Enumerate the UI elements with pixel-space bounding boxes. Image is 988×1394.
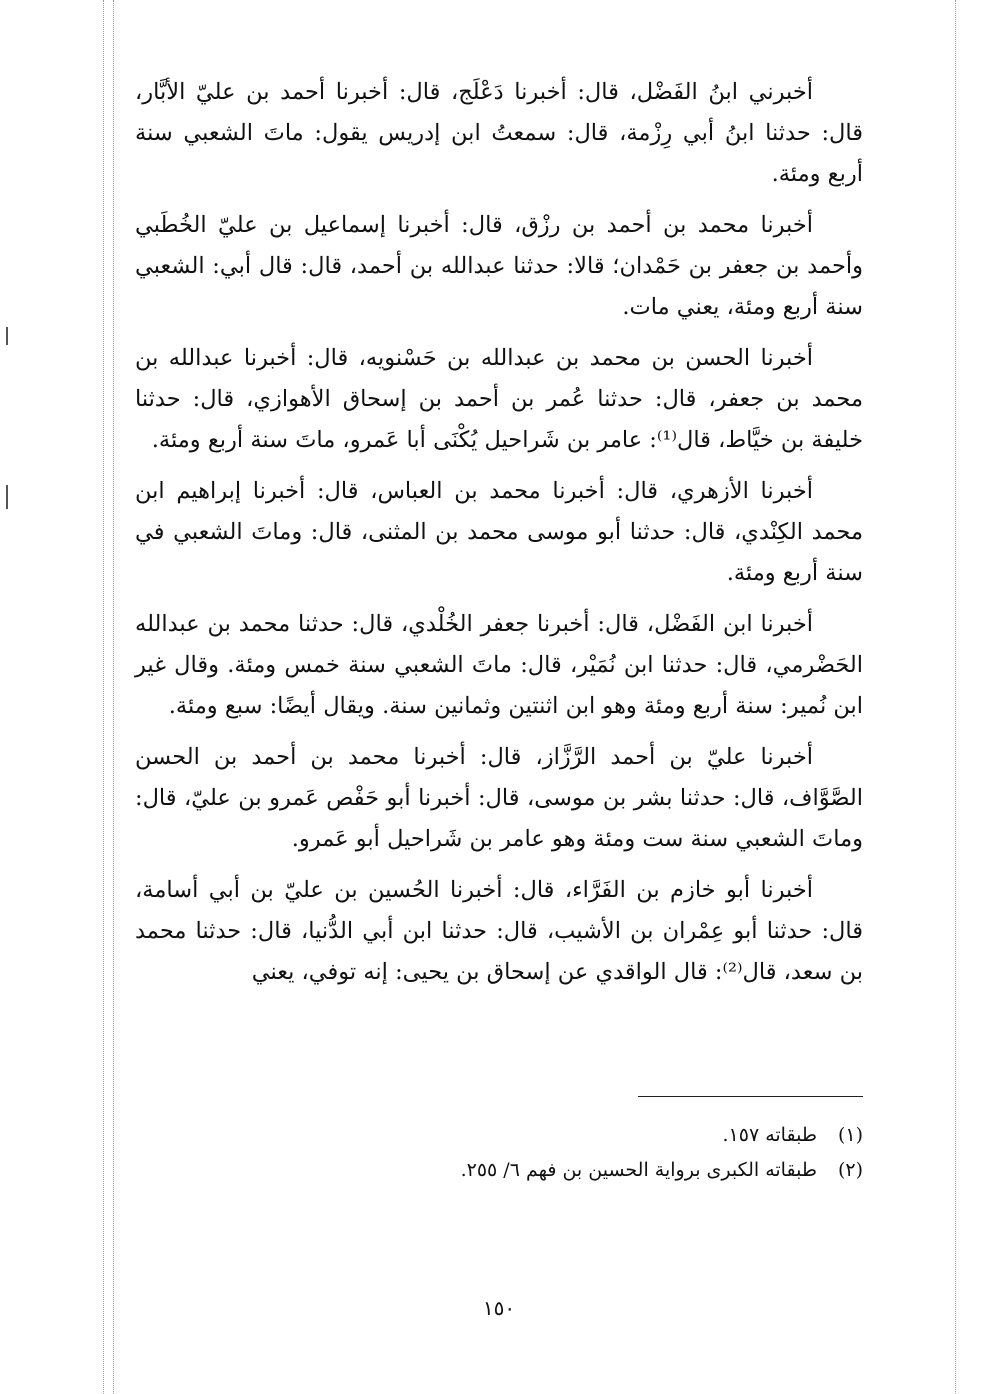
footnotes	[135, 1118, 863, 1188]
scan-edge-dots-right	[955, 0, 956, 1394]
document-page	[135, 72, 863, 1322]
paragraph-6: أخبرنا عليّ بن أحمد الرَّزَّاز، قال: أخبرنا محمد بن أحمد بن الحسن الصَّوَّاف، قال: حدثنا بشر بن موسى، قال: أخبرنا أبو حَفْص عَمرو بن عليّ، قال: وماتَ الشعبي سنة ست ومئة وهو عامر بن شَراحيل أبو عَمرو.	[135, 744, 863, 852]
footnote-1-number: (١)	[837, 1124, 863, 1146]
page-number: ١٥٠	[482, 1296, 516, 1320]
footnote-2-number: (٢)	[837, 1159, 863, 1181]
body-text	[135, 72, 863, 993]
paragraph-1: أخبرني ابنُ الفَضْل، قال: أخبرنا دَعْلَج، قال: أخبرنا أحمد بن عليّ الأبَّار، قال: حدثنا ابنُ أبي رِزْمة، قال: سمعتُ ابن إدريس يقول: ماتَ الشعبي سنة أربع ومئة.	[135, 79, 863, 187]
paragraph-4: أخبرنا الأزهري، قال: أخبرنا محمد بن العباس، قال: أخبرنا إبراهيم ابن محمد الكِنْدي، قال: حدثنا أبو موسى محمد بن المثنى، قال: وماتَ الشعبي في سنة أربع ومئة.	[135, 478, 863, 586]
scan-mark-upper	[6, 327, 8, 345]
footnote-1	[135, 1118, 863, 1153]
paragraph-2: أخبرنا محمد بن أحمد بن رزْق، قال: أخبرنا إسماعيل بن عليّ الخُطَبي وأحمد بن جعفر بن حَمْدان؛ قالا: حدثنا عبدالله بن أحمد، قال: قال أبي: الشعبي سنة أربع ومئة، يعني مات.	[135, 212, 863, 320]
scan-edge-dots-left-inner	[113, 0, 114, 1394]
footnote-2-text: طبقاته الكبرى برواية الحسين بن فهم ٦/ ٢٥٥.	[460, 1159, 817, 1181]
scan-mark-lower	[6, 485, 8, 509]
footnote-1-text: طبقاته ١٥٧.	[722, 1124, 817, 1146]
paragraph-7: أخبرنا أبو خازم بن الفَرَّاء، قال: أخبرنا الحُسين بن عليّ بن أبي أسامة، قال: حدثنا أبو عِمْران بن الأشيب، قال: حدثنا ابن أبي الدُّنيا، قال: حدثنا محمد بن سعد، قال⁽²⁾: قال الواقدي عن إسحاق بن يحيى: إنه توفي، يعني	[135, 877, 863, 985]
paragraph-5: أخبرنا ابن الفَضْل، قال: أخبرنا جعفر الخُلْدي، قال: حدثنا محمد بن عبدالله الحَضْرمي، قال: حدثنا ابن نُمَيْر، قال: ماتَ الشعبي سنة خمس ومئة. وقال غير ابن نُمير: سنة أربع ومئة وهو ابن اثنتين وثمانين سنة. ويقال أيضًا: سبع ومئة.	[135, 611, 863, 719]
footnote-divider	[638, 1096, 863, 1097]
paragraph-3: أخبرنا الحسن بن محمد بن عبدالله بن حَسْنويه، قال: أخبرنا عبدالله بن محمد بن جعفر، قال: حدثنا عُمر بن أحمد بن إسحاق الأهوازي، قال: حدثنا خليفة بن خيَّاط، قال⁽¹⁾: عامر بن شَراحيل يُكْنَى أبا عَمرو، ماتَ سنة أربع ومئة.	[135, 345, 863, 453]
scan-edge-dots-left	[103, 0, 104, 1394]
footnote-2	[135, 1153, 863, 1188]
